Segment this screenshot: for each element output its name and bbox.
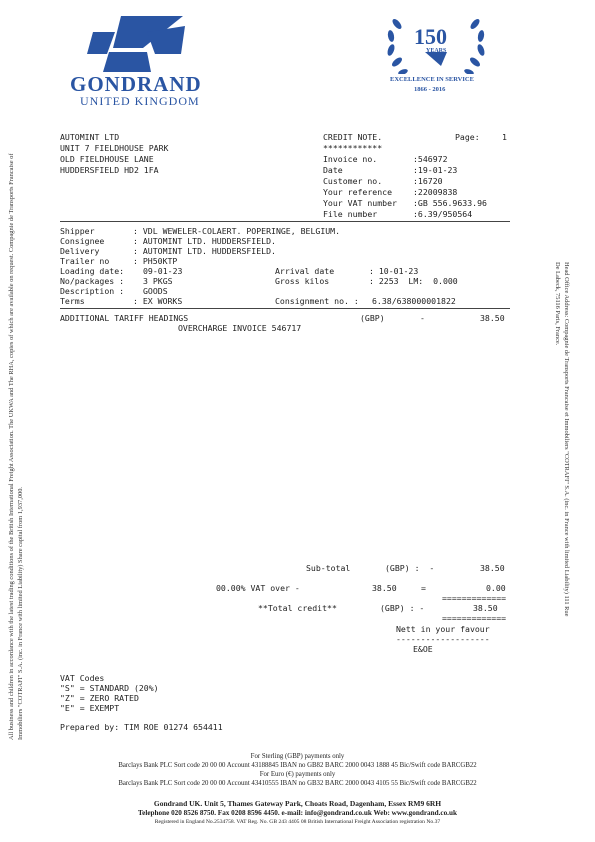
vat-base: 38.50 — [372, 583, 397, 593]
vat-number-label: Your VAT number — [323, 198, 397, 208]
terms-label: Terms — [60, 296, 85, 306]
total-currency: (GBP) : - — [380, 603, 425, 613]
vat-code-z: "Z" = ZERO RATED — [60, 693, 139, 703]
invoice-no-label: Invoice no. — [323, 154, 378, 164]
footer-euro-title: For Euro (€) payments only — [259, 771, 336, 778]
subtotal-label: Sub-total — [306, 563, 351, 573]
footer-euro-bank: Barclays Bank PLC Sort code 20 00 00 Account 43410555 IBAN no GB32 BARC 2000 0043 4105 55 Bic/Swift code BARCGB22 — [118, 780, 477, 787]
gross-kilos-value: : 2253 LM: 0.000 — [369, 276, 458, 286]
loading-date-value: 09-01-23 — [143, 266, 183, 276]
your-reference-value: :22009838 — [413, 187, 458, 197]
trailer-label: Trailer no — [60, 256, 110, 266]
subtotal-value: 38.50 — [480, 563, 505, 573]
vat-number-value: :GB 556.9633.96 — [413, 198, 487, 208]
footer-contact: Telephone 020 8526 8750. Fax 0208 8596 4450. e-mail: info@gondrand.co.uk Web: www.gondrand.co.uk — [138, 809, 457, 817]
address-line-2: UNIT 7 FIELDHOUSE PARK — [60, 143, 169, 153]
subtotal-currency: (GBP) : - — [385, 563, 435, 573]
shipper-value: : VDL WEWELER-COLAERT. POPERINGE, BELGIUM. — [133, 226, 341, 236]
description-value: GOODS — [143, 286, 168, 296]
customer-no-value: :16720 — [413, 176, 443, 186]
footer-gbp-bank: Barclays Bank PLC Sort code 20 00 00 Account 43188845 IBAN no GB82 BARC 2000 0043 1888 45 Bic/Swift code BARCGB22 — [118, 762, 477, 769]
vat-code-s: "S" = STANDARD (20%) — [60, 683, 159, 693]
equals-rule-1: ============= — [442, 593, 507, 603]
charge-dash: - — [420, 313, 425, 323]
loading-date-label: Loading date: — [60, 266, 125, 276]
side-terms-left: All business and children in accordance with the latest trading conditions of the British International Freight Association. The UKWA and The RHA, copies of which are available on request. Compagnie de Transports Francaise of Immobiliers "COTRAFI" S.A. (inc. in France with limited Liability) Share capital from 1,937,000. — [8, 153, 24, 740]
dash-rule: ------------------- — [396, 634, 490, 644]
divider-middle — [60, 308, 510, 309]
arrival-date-value: : 10-01-23 — [369, 266, 419, 276]
invoice-no-value: :546972 — [413, 154, 448, 164]
vat-codes-title: VAT Codes — [60, 673, 105, 683]
delivery-label: Delivery — [60, 246, 100, 256]
trailer-value: : PH50KTP — [133, 256, 178, 266]
vat-code-e: "E" = EXEMPT — [60, 703, 120, 713]
arrival-date-label: Arrival date — [275, 266, 335, 276]
prepared-by: Prepared by: TIM ROE 01274 654411 — [60, 722, 223, 732]
date-value: :19-01-23 — [413, 165, 458, 175]
charge-currency: (GBP) — [360, 313, 385, 323]
consignment-value: 6.38/638000001822 — [372, 296, 456, 306]
consignee-label: Consignee — [60, 236, 105, 246]
equals-rule-2: ============= — [442, 613, 507, 623]
vat-equals: = — [421, 583, 426, 593]
divider-top — [60, 221, 510, 222]
vat-value: 0.00 — [486, 583, 506, 593]
gross-kilos-label: Gross kilos — [275, 276, 330, 286]
address-line-3: OLD FIELDHOUSE LANE — [60, 154, 154, 164]
date-label: Date — [323, 165, 343, 175]
page-label: Page: — [455, 132, 480, 142]
your-reference-label: Your reference — [323, 187, 393, 197]
anniversary-number: 150 — [414, 24, 447, 49]
eoe-label: E&OE — [413, 644, 433, 654]
total-value: 38.50 — [473, 603, 498, 613]
side-office-right: Head Office Address: Compagnie de Transports Francaise et Immobiliers "COTRAFI" S.A. (inc. in France with limited Liability) 111 Rue De Labeck, 75116 Paris, France. — [554, 262, 570, 617]
customer-no-label: Customer no. — [323, 176, 383, 186]
footer-gbp-title: For Sterling (GBP) payments only — [250, 753, 345, 760]
doc-title-underline: ************ — [323, 143, 383, 153]
anniversary-years: YEARS — [426, 48, 447, 54]
charge-amount: 38.50 — [480, 313, 505, 323]
charge-subheading: OVERCHARGE INVOICE 546717 — [178, 323, 302, 333]
anniversary-tagline: EXCELLENCE IN SERVICE — [390, 76, 474, 83]
description-label: Description : — [60, 286, 125, 296]
file-number-label: File number — [323, 209, 378, 219]
gondrand-logo-icon — [85, 14, 201, 74]
delivery-value: : AUTOMINT LTD. HUDDERSFIELD. — [133, 246, 276, 256]
consignment-label: Consignment no. : — [275, 296, 359, 306]
address-line-4: HUDDERSFIELD HD2 1FA — [60, 165, 159, 175]
company-name: GONDRAND — [70, 72, 202, 96]
footer-registration: Registered in England No.2534758. VAT Reg. No. GB 243 4405 08 British International Freight Association registration No.37 — [154, 819, 441, 825]
address-line-1: AUTOMINT LTD — [60, 132, 120, 142]
nett-favour: Nett in your favour — [396, 624, 490, 634]
vat-label: 00.00% VAT over - — [216, 583, 300, 593]
total-label: **Total credit** — [258, 603, 337, 613]
file-number-value: :6.39/950564 — [413, 209, 473, 219]
page-number: 1 — [502, 132, 507, 142]
footer-address: Gondrand UK. Unit 5, Thames Gateway Park, Choats Road, Dagenham, Essex RM9 6RH — [153, 799, 442, 808]
shipper-label: Shipper — [60, 226, 95, 236]
terms-value: : EX WORKS — [133, 296, 183, 306]
packages-value: 3 PKGS — [143, 276, 173, 286]
consignee-value: : AUTOMINT LTD. HUDDERSFIELD. — [133, 236, 276, 246]
charge-heading: ADDITIONAL TARIFF HEADINGS — [60, 313, 189, 323]
company-region: UNITED KINGDOM — [80, 94, 200, 108]
doc-title: CREDIT NOTE. — [323, 132, 383, 142]
anniversary-period: 1866 - 2016 — [414, 86, 446, 93]
packages-label: No/packages : — [60, 276, 125, 286]
